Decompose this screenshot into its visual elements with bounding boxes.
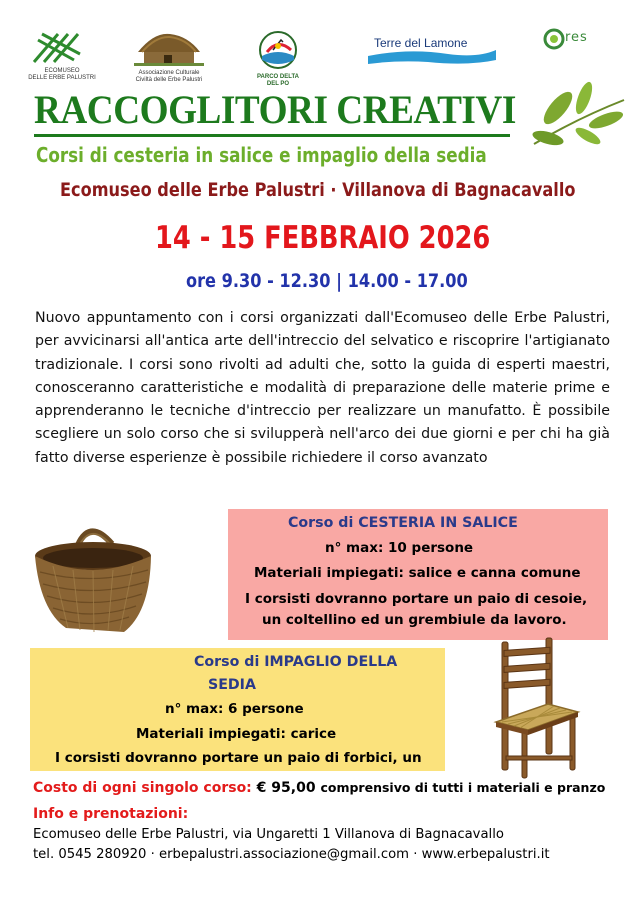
info-title: Info e prenotazioni: <box>33 806 189 822</box>
parco-delta-logo <box>253 30 303 85</box>
course-impaglio-title-2: SEDIA <box>208 677 256 693</box>
subtitle: Corsi di cesteria in salice e impaglio della sedia <box>36 143 487 167</box>
river-wave-icon <box>368 34 496 66</box>
cost-amount: € 95,00 <box>256 780 316 796</box>
course-impaglio-max: n° max: 6 persone <box>165 701 304 717</box>
ores-text: res <box>565 30 588 45</box>
course-impaglio-box <box>30 648 445 771</box>
course-cesteria-bring-1: I corsisti dovranno portare un paio di cesoie, <box>245 591 588 607</box>
event-hours: ore 9.30 - 12.30 | 14.00 - 17.00 <box>186 270 468 292</box>
reed-grid-icon <box>22 30 102 64</box>
wicker-basket-image <box>28 520 168 638</box>
info-contacts: tel. 0545 280920 · erbepalustri.associazione@gmail.com · www.erbepalustri.it <box>33 847 550 862</box>
venue-line: Ecomuseo delle Erbe Palustri · Villanova di Bagnacavallo <box>60 179 576 201</box>
intro-paragraph: Nuovo appuntamento con i corsi organizzati dall'Ecomuseo delle Erbe Palustri, per avvicinarsi all'antica arte dell'intreccio del selvatico e riscoprire l'artigianato tradizionale. I corsi sono rivolti ad adulti che, sotto la guida di esperti maestri, conosceranno caratteristiche e modalità di preparazione delle materie prime e apprenderanno le tecniche d'intreccio per realizzare un manufatto. È possibile scegliere un solo corso che si svilupperà nell'arco dei due giorni e per chi ha già fatto diverse esperienze è possibile richiedere il corso avanzato <box>35 310 610 466</box>
course-impaglio-bring-1: I corsisti dovranno portare un paio di forbici, un <box>55 750 422 766</box>
olive-branch-icon <box>528 78 628 153</box>
course-impaglio-title-1: Corso di IMPAGLIO DELLA <box>194 654 398 670</box>
event-dates: 14 - 15 FEBBRAIO 2026 <box>155 220 491 256</box>
straw-chair-image <box>482 634 592 780</box>
course-cesteria-materials: Materiali impiegati: salice e canna comune <box>254 565 581 581</box>
cost-note: comprensivo di tutti i materiali e pranzo <box>320 780 606 795</box>
thatched-hut-icon <box>134 30 204 66</box>
heron-badge-icon <box>253 30 303 70</box>
info-address: Ecomuseo delle Erbe Palustri, via Ungaretti 1 Villanova di Bagnacavallo <box>33 827 504 842</box>
ecomuseo-logo-caption: ECOMUSEO DELLE ERBE PALUSTRI <box>28 68 96 81</box>
associazione-logo-caption: Associazione Culturale Civiltà delle Erbe Palustri <box>135 70 203 83</box>
ecomuseo-logo <box>22 30 102 80</box>
ores-logo <box>543 28 603 66</box>
parco-delta-caption: PARCO DELTA DEL PO <box>257 74 299 87</box>
ores-circle-icon <box>543 28 565 50</box>
course-cesteria-max: n° max: 10 persone <box>325 540 474 556</box>
terre-del-lamone-text: Terre del Lamone <box>374 36 468 50</box>
associazione-logo <box>134 30 204 82</box>
cost-label: Costo di ogni singolo corso: <box>33 780 252 796</box>
terre-del-lamone-logo <box>368 34 496 66</box>
title-underline <box>34 134 510 137</box>
course-impaglio-materials: Materiali impiegati: carice <box>136 726 337 742</box>
course-cesteria-bring-2: un coltellino ed un grembiule da lavoro. <box>262 612 567 628</box>
course-cesteria-title: Corso di CESTERIA IN SALICE <box>288 515 518 531</box>
course-cesteria-box <box>228 509 608 640</box>
cost-line <box>33 780 605 796</box>
page-title: RACCOGLITORI CREATIVI <box>34 87 516 132</box>
